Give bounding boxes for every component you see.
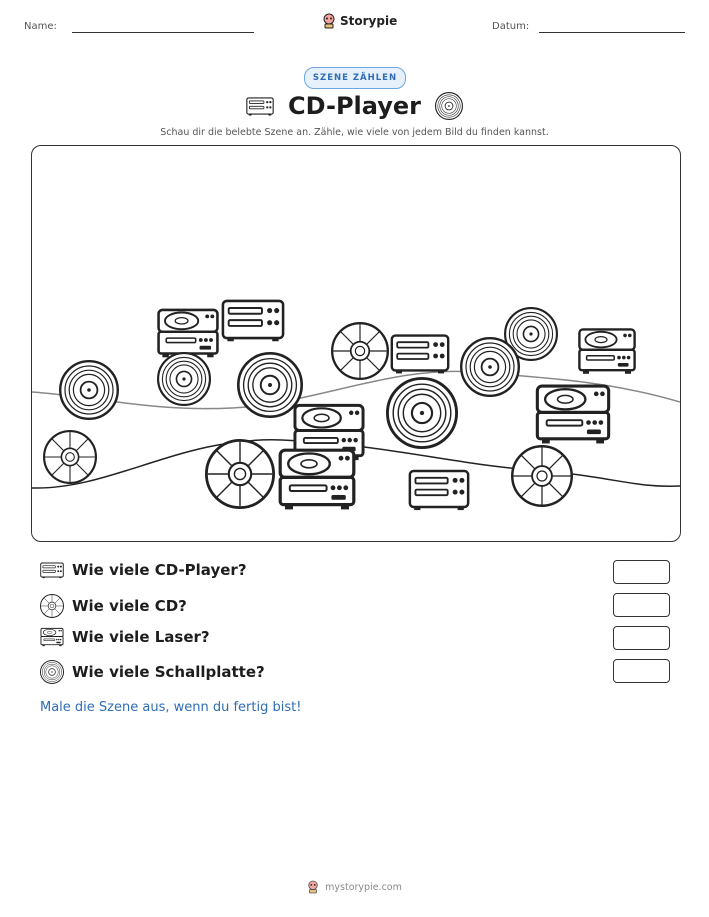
brand-logo [322,13,397,29]
activity-badge: SZENE ZÄHLEN [304,67,406,89]
cd-item [332,323,388,379]
date-line[interactable] [539,32,685,33]
cd-player-item [223,301,283,341]
answer-box-cd-player[interactable] [613,560,670,584]
date-label: Datum: [492,21,530,32]
question-text: Wie viele CD-Player? [72,561,247,579]
question-text: Wie viele Schallplatte? [72,663,265,681]
record-item [387,378,456,447]
record-item [60,361,118,419]
name-label: Name: [24,21,57,32]
counting-scene [31,145,681,542]
question-record [40,660,265,684]
brand-name: Storypie [340,14,398,28]
laser-item [579,329,634,373]
title-row [0,92,709,120]
question-text: Wie viele CD? [72,597,187,615]
cd-player-icon [40,561,64,579]
cd-player-item [392,336,448,374]
name-line[interactable] [72,32,254,33]
page-title: CD-Player [288,92,421,120]
footer-url[interactable]: mystorypie.com [325,881,402,893]
laser-item [537,386,608,443]
question-text: Wie viele Laser? [72,628,210,646]
record-item [158,353,210,405]
record-icon [40,660,64,684]
laser-item [159,310,218,357]
question-laser [40,627,210,647]
cd-player-icon [246,95,274,117]
cd-item [206,440,273,507]
footer [0,880,709,894]
answer-box-laser[interactable] [613,626,670,650]
cd-item [44,431,96,483]
question-cd-player [40,561,247,579]
question-cd [40,594,187,618]
laser-icon [40,627,64,647]
answer-box-cd[interactable] [613,593,670,617]
answer-box-record[interactable] [613,659,670,683]
cd-item [512,446,572,506]
coloring-note: Male die Szene aus, wenn du fertig bist! [40,700,302,715]
instructions: Schau dir die belebte Szene an. Zähle, wie viele von jedem Bild du finden kannst. [160,127,549,138]
cd-player-item [410,471,468,510]
record-item [461,338,519,396]
storypie-mascot-icon [307,880,319,894]
scene-illustration [32,146,680,541]
storypie-mascot-icon [322,13,336,29]
cd-icon [40,594,64,618]
record-item [238,353,301,416]
record-icon [435,92,463,120]
laser-item [280,450,354,509]
